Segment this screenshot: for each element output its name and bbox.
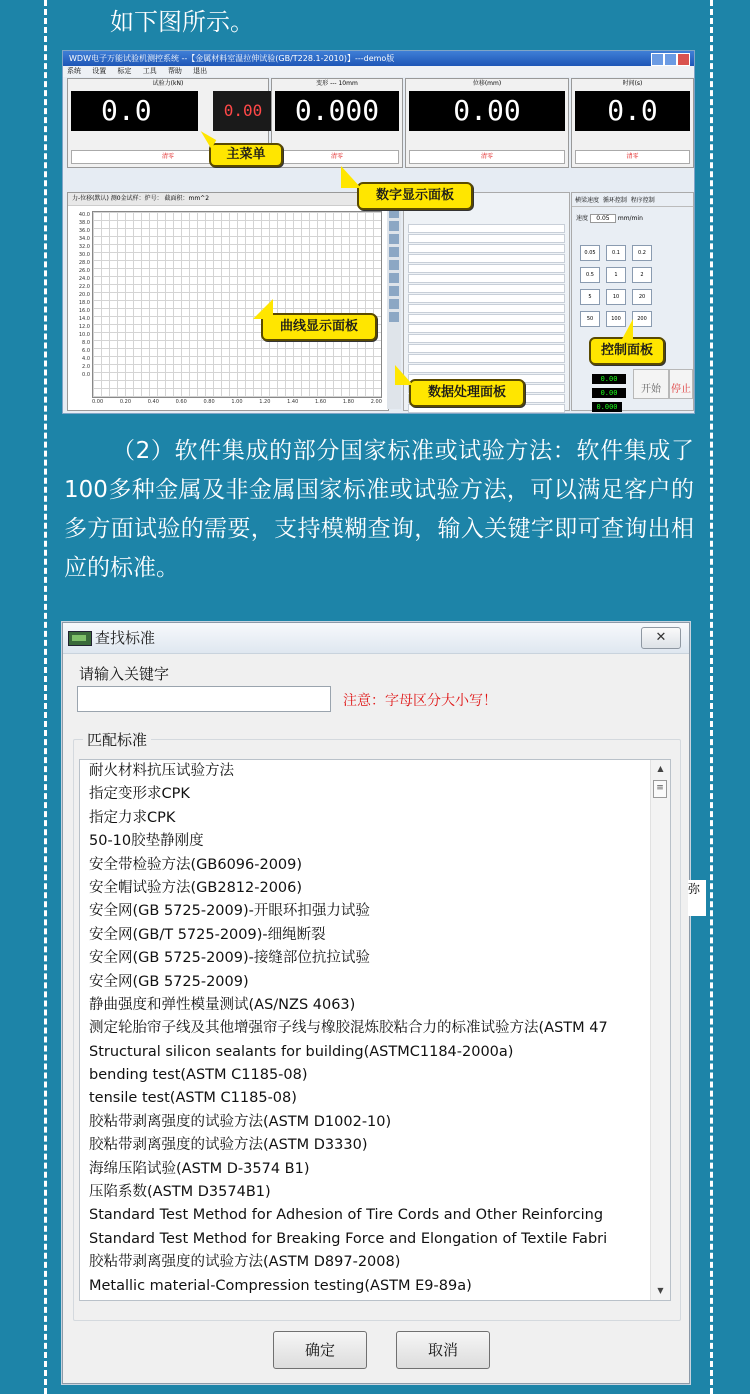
speed-key[interactable]: 0.2 [632,245,652,261]
y-tick-label: 0.0 [82,372,90,378]
tool-icon[interactable] [389,221,399,231]
speed-key[interactable]: 200 [632,311,652,327]
deformation-clear-button[interactable]: 清零 [275,150,399,164]
x-tick-label: 1.80 [342,399,355,405]
data-row[interactable] [408,274,565,283]
mini-deformation-value: 0.000 [592,402,622,412]
y-tick-label: 26.0 [78,268,90,274]
list-item[interactable]: Standard Test Method for Breaking Force and Elongation of Textile Fabri [89,1230,608,1247]
list-item[interactable]: 胶粘带剥离强度的试验方法(ASTM D1002-10) [89,1113,392,1130]
software-menubar [63,66,694,77]
x-tick-label: 1.60 [315,399,327,405]
list-item[interactable]: Metallic material-Compression testing(ASTM E9-89a) [89,1277,472,1294]
list-item[interactable]: 海绵压陷试验(ASTM D-3574 B1) [89,1160,310,1177]
standards-list[interactable] [79,759,671,1301]
chart-header: 力-位移(默认) 测0金试样：炉号： 截面积：mm^2 [68,193,388,206]
deformation-label: 变形 --- 10mm [316,80,358,87]
list-item[interactable]: 安全带检验方法(GB6096-2009) [89,856,303,873]
tool-icon[interactable] [389,247,399,257]
time-label: 时间(s) [622,80,643,87]
y-axis [70,211,90,398]
speed-unit: mm/min [617,215,643,222]
y-tick-label: 34.0 [78,236,90,242]
keyword-label: 请输入关键字 [79,665,170,683]
data-row[interactable] [408,354,565,363]
tool-icon[interactable] [389,299,399,309]
list-item[interactable]: Standard Test Method for Adhesion of Tire Cords and Other Reinforcing [89,1207,604,1224]
y-tick-label: 22.0 [78,284,90,290]
software-titlebar [63,51,694,66]
data-row[interactable] [408,324,565,333]
data-row[interactable] [408,224,565,233]
time-clear-button[interactable]: 清零 [575,150,690,164]
speed-key[interactable]: 0.5 [580,267,600,283]
data-row[interactable] [408,234,565,243]
intro-text: 如下图所示。 [110,8,254,36]
app-logo-icon [68,631,92,646]
callout-digital-panel: 数字显示面板 [357,182,473,210]
peak-value: 0.00 [213,91,273,131]
mini-force-value: 0.00 [592,374,626,384]
callout-curve-panel: 曲线显示面板 [261,313,377,341]
deformation-display [271,78,403,168]
speed-key[interactable]: 20 [632,289,652,305]
ok-button[interactable]: 确定 [273,1331,367,1369]
x-tick-label: 1.20 [259,399,271,405]
cancel-button[interactable]: 取消 [396,1331,490,1369]
menu-item-tools[interactable]: 工具 [142,67,157,75]
menu-item-settings[interactable]: 设置 [92,67,107,75]
displacement-value: 0.00 [409,91,565,131]
y-tick-label: 38.0 [78,220,90,226]
force-label: 试验力(kN) [152,80,184,87]
speed-key[interactable]: 100 [606,311,626,327]
displacement-clear-button[interactable]: 清零 [409,150,565,164]
scroll-down-icon[interactable]: ▼ [657,1286,664,1295]
y-tick-label: 2.0 [82,364,90,370]
list-item[interactable]: 安全网(GB 5725-2009) [89,973,249,990]
speed-keypad [580,245,652,327]
x-tick-label: 0.00 [92,399,104,405]
data-row[interactable] [408,294,565,303]
menu-item-exit[interactable]: 退出 [193,67,208,75]
list-item[interactable]: 胶粘带剥离强度的试验方法(ASTM D897-2008) [89,1254,401,1271]
speed-key[interactable]: 1 [606,267,626,283]
x-tick-label: 0.40 [147,399,159,405]
force-clear-button[interactable]: 清零 [71,150,265,164]
list-item[interactable]: 安全网(GB 5725-2009)-开眼环扣强力试验 [89,903,370,920]
time-display [571,78,694,168]
deformation-value: 0.000 [275,91,399,131]
tool-icon[interactable] [389,260,399,270]
software-title: WDW电子万能试验机测控系统 --【金属材料室温拉伸试验(GB/T228.1-2010)】---demo版 [69,54,395,63]
x-tick-label: 0.60 [175,399,187,405]
list-item[interactable]: 胶粘带剥离强度的试验方法(ASTM D3330) [89,1137,368,1154]
menu-item-system[interactable]: 系统 [67,67,81,75]
stop-button[interactable]: 停止 [669,369,693,399]
tool-icon[interactable] [389,273,399,283]
case-warning: 注意：字母区分大小写！ [343,693,497,709]
displacement-label: 位移(mm) [472,80,502,87]
x-tick-label: 0.20 [119,399,132,405]
scroll-thumb[interactable]: ≡ [653,780,667,798]
y-tick-label: 12.0 [78,324,90,330]
data-row[interactable] [408,304,565,313]
list-item[interactable]: 指定变形求CPK [89,786,190,803]
body-paragraph: （2）软件集成的部分国家标准或试验方法：软件集成了100多种金属及非金属国家标准或试验方法，可以满足客户的多方面试验的需要，支持模糊查询，输入关键字即可查询出相应的标准。 [64,438,694,581]
x-tick-label: 2.00 [370,399,382,405]
scroll-up-icon[interactable]: ▲ [657,764,664,773]
y-tick-label: 40.0 [78,212,90,218]
list-scrollbar[interactable] [650,760,670,1300]
y-tick-label: 30.0 [78,252,90,258]
y-tick-label: 36.0 [78,228,90,234]
dialog-title: 查找标准 [95,629,156,647]
list-item[interactable]: 50-10胶垫静刚度 [89,833,204,850]
y-tick-label: 32.0 [78,244,90,250]
speed-key[interactable]: 0.1 [606,245,626,261]
list-item[interactable]: Structural silicon sealants for building(ASTMC1184-2000a) [89,1043,514,1060]
tool-icon[interactable] [389,234,399,244]
software-screenshot [62,50,695,414]
data-row[interactable] [408,244,565,253]
data-row[interactable] [408,264,565,273]
x-tick-label: 0.80 [203,399,215,405]
data-row[interactable] [408,284,565,293]
tool-icon[interactable] [389,286,399,296]
y-tick-label: 4.0 [82,356,90,362]
minimize-icon[interactable] [651,53,664,66]
force-value: 0.0 [71,91,198,131]
data-row[interactable] [408,364,565,373]
y-tick-label: 8.0 [82,340,90,346]
tab-program-control[interactable]: 程序控制 [630,197,655,204]
speed-key[interactable]: 50 [580,311,600,327]
right-dashed-border [710,0,713,1394]
list-item[interactable]: 静曲强度和弹性模量测试(AS/NZS 4063) [89,996,356,1013]
left-dashed-border [44,0,47,1394]
y-tick-label: 16.0 [78,308,90,314]
matched-standards-label: 匹配标准 [83,729,151,750]
background-window-peek: 弥 [688,880,706,916]
x-tick-label: 1.00 [231,399,243,405]
speed-key[interactable]: 10 [606,289,626,305]
dialog-close-button[interactable]: ✕ [641,627,681,649]
speed-label: 速度 [576,215,589,222]
curve-panel [67,192,389,411]
tab-cycle-control[interactable]: 循环控制 [602,197,627,204]
start-button[interactable]: 开始 [633,369,669,399]
list-item[interactable]: 压陷系数(ASTM D3574B1) [89,1184,271,1201]
list-item[interactable]: 安全网(GB 5725-2009)-接缝部位抗拉试验 [89,950,370,967]
speed-key[interactable]: 0.05 [580,245,600,261]
y-tick-label: 6.0 [82,348,90,354]
speed-key[interactable]: 2 [632,267,652,283]
data-row[interactable] [408,334,565,343]
time-value: 0.0 [575,91,690,131]
speed-key[interactable]: 5 [580,289,600,305]
menu-item-help[interactable]: 帮助 [167,67,182,75]
list-item[interactable]: 安全网(GB/T 5725-2009)-细绳断裂 [89,926,326,943]
keyword-input[interactable] [77,686,331,712]
mini-displacement-value: 0.00 [592,388,626,398]
callout-main-menu: 主菜单 [209,143,283,167]
list-item[interactable]: bending test(ASTM C1185-08) [89,1067,308,1084]
y-tick-label: 20.0 [78,292,90,298]
x-tick-label: 1.40 [287,399,299,405]
data-row[interactable] [408,344,565,353]
data-row[interactable] [408,254,565,263]
list-item[interactable]: 测定轮胎帘子线及其他增强帘子线与橡胶混炼胶粘合力的标准试验方法(ASTM 47 [89,1020,608,1037]
maximize-icon[interactable] [664,53,677,66]
y-tick-label: 10.0 [78,332,90,338]
displacement-display [405,78,569,168]
chart-grid [92,211,382,398]
menu-item-calibrate[interactable]: 标定 [117,67,132,75]
y-tick-label: 18.0 [78,300,90,306]
callout-control-panel: 控制面板 [589,337,665,365]
close-icon[interactable] [677,53,690,66]
list-item[interactable]: 安全帽试验方法(GB2812-2006) [89,879,303,896]
find-standard-dialog [62,622,690,1384]
callout-data-panel: 数据处理面板 [409,379,525,407]
data-row[interactable] [408,314,565,323]
y-tick-label: 24.0 [78,276,90,282]
tool-icon[interactable] [389,312,399,322]
list-item[interactable]: 指定力求CPK [89,809,176,826]
list-item[interactable]: 耐火材料抗压试验方法 [89,763,234,779]
speed-input[interactable]: 0.05 [590,214,616,223]
y-tick-label: 28.0 [78,260,90,266]
control-tabs [572,193,693,207]
speed-row [572,207,693,229]
y-tick-label: 14.0 [78,316,90,322]
tab-crosshead-speed[interactable]: 横梁速度 [575,197,600,204]
list-item[interactable]: tensile test(ASTM C1185-08) [89,1090,297,1107]
x-axis [92,399,382,409]
dialog-titlebar [63,623,689,654]
